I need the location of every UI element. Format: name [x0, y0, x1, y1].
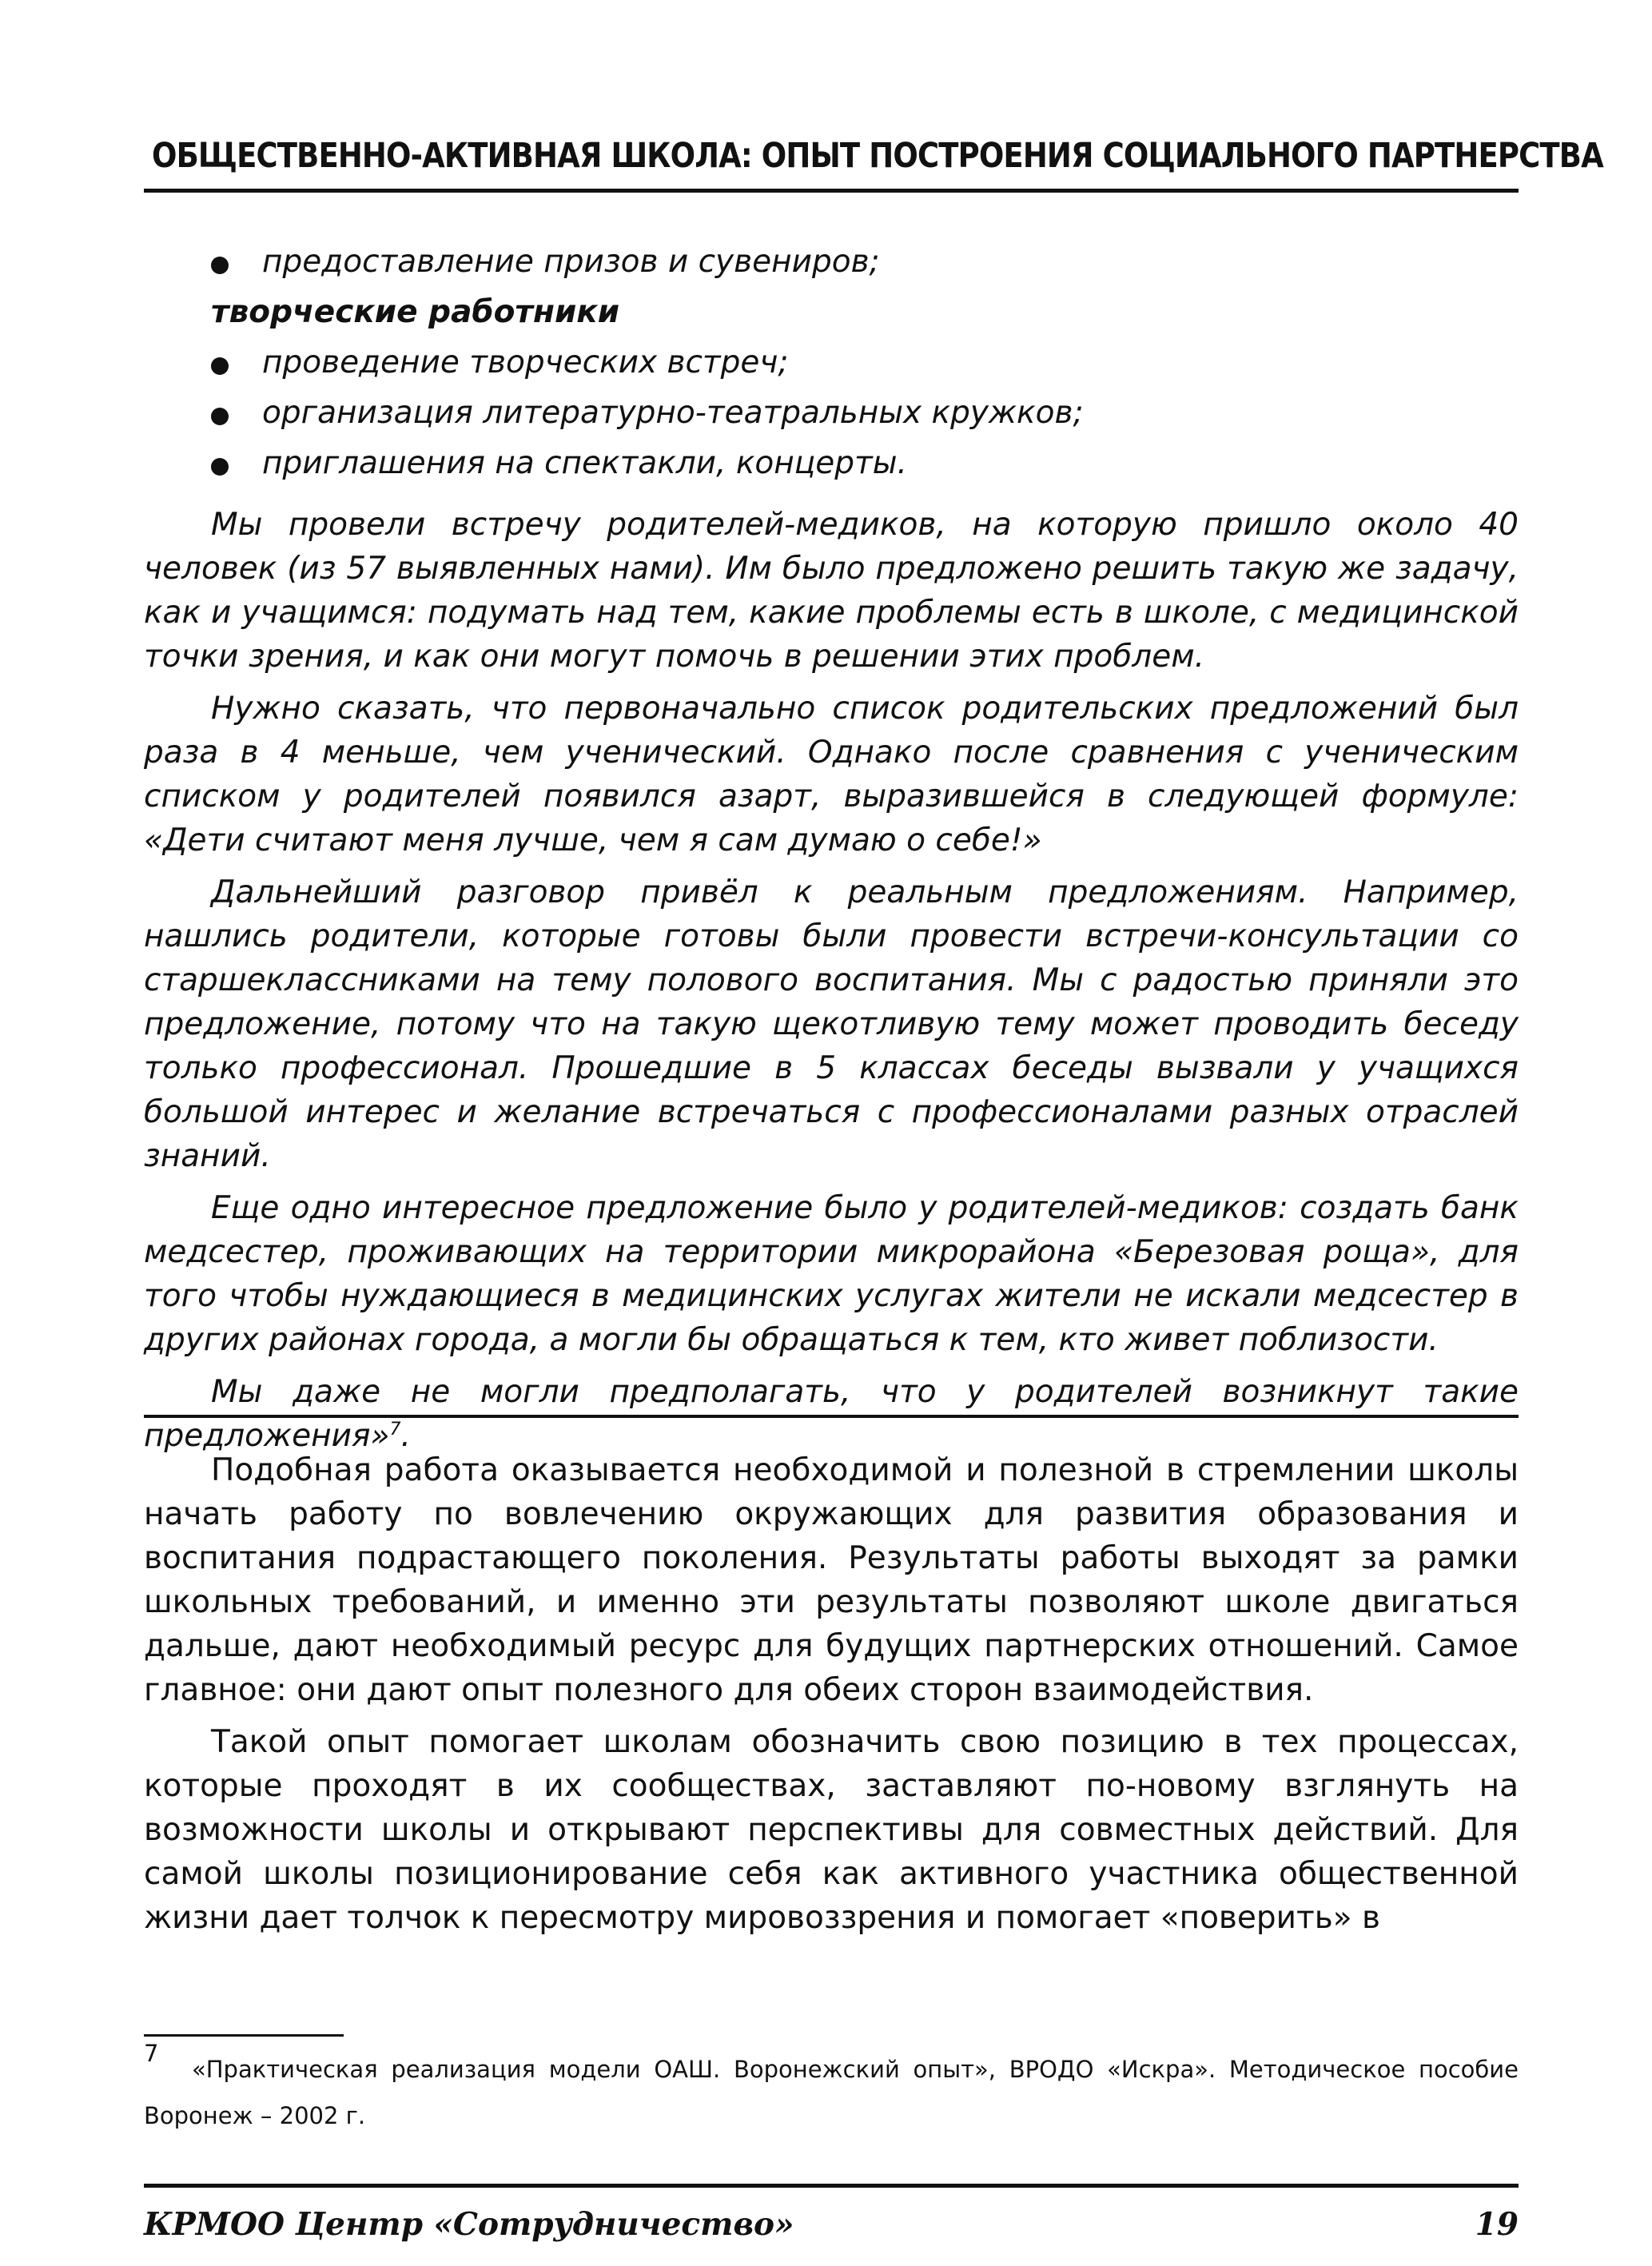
bullet-icon [211, 357, 229, 375]
quote-paragraph: Мы провели встречу родителей-медиков, на которую пришло около 40 человек (из 57 выявленных нами). Им было предложено решить такую же задачу, как и учащимся: подумать над тем, какие проблемы есть в школе, с медицинской точки зрения, и как они могут помочь в решении этих проблем. [144, 507, 1519, 675]
quote-paragraph: Еще одно интересное предложение было у родителей-медиков: создать банк медсестер, проживающих на территории микрорайона «Березовая роща», для того чтобы нуждающиеся в медицинских услугах жители не искали медсестер в других районах города, а могли бы обращаться к тем, кто живет поблизости. [144, 1190, 1519, 1358]
footer-rule [144, 2184, 1519, 2188]
bullet-icon [211, 408, 229, 425]
footnote-number: 7 [144, 2040, 159, 2067]
footer-publisher: КРМОО Центр «Сотрудничество» [144, 2206, 794, 2243]
list-item: предоставление призов и сувениров; [144, 240, 1519, 284]
bullet-icon [211, 257, 229, 274]
list-item: проведение творческих встреч; [144, 340, 1519, 384]
footnote-text: «Практическая реализация модели ОАШ. Воронежский опыт», ВРОДО «Искра». Методическое пособие Воронеж – 2002 г. [144, 2056, 1519, 2129]
body-paragraph: Подобная работа оказывается необходимой и полезной в стремлении школы начать работу по вовлечению окружающих для развития образования и воспитания подрастающего поколения. Результаты работы выходят за рамки школьных требований, и именно эти результаты позволяют школе двигаться дальше, дают необходимый ресурс для будущих партнерских отношений. Самое главное: они дают опыт полезного для обеих сторон взаимодействия. [144, 1452, 1519, 1708]
footnote [144, 2040, 1519, 2139]
header-rule [144, 189, 1519, 193]
footnote-ref: 7 [389, 1420, 401, 1440]
bullet-list-b [144, 340, 1519, 485]
quote-end-rule [144, 1415, 1519, 1418]
quote-paragraph: Дальнейший разговор привёл к реальным предложениям. Например, нашлись родители, которые готовы были провести встречи-консультации со старшеклассниками на тему полового воспитания. Мы с радостью приняли это предложение, потому что на такую щекотливую тему может проводить беседу только профессионал. Прошедшие в 5 классах беседы вызвали у учащихся большой интерес и желание встречаться с профессионалами разных отраслей знаний. [144, 874, 1519, 1174]
list-item: организация литературно-театральных кружков; [144, 391, 1519, 435]
bullet-icon [211, 458, 229, 476]
quoted-block [144, 240, 1519, 1466]
running-header: ОБЩЕСТВЕННО-АКТИВНАЯ ШКОЛА: ОПЫТ ПОСТРОЕНИЯ СОЦИАЛЬНОГО ПАРТНЕРСТВА [152, 136, 1603, 176]
list-item: приглашения на спектакли, концерты. [144, 441, 1519, 485]
document-page [144, 0, 1603, 2266]
bullet-list-a [144, 240, 1519, 284]
body-paragraph: Такой опыт помогает школам обозначить свою позицию в тех процессах, которые проходят в их сообществах, заставляют по-новому взглянуть на возможности школы и открывают перспективы для совместных действий. Для самой школы позиционирование себя как активного участника общественной жизни дает толчок к пересмотру мировоззрения и помогает «поверить» в [144, 1724, 1519, 1936]
page-number: 19 [1475, 2206, 1519, 2243]
main-text [144, 1448, 1519, 1948]
quote-paragraph: Нужно сказать, что первоначально список родительских предложений был раза в 4 меньше, чем ученический. Однако после сравнения с ученическим списком у родителей появился азарт, выразившейся в следующей формуле: «Дети считают меня лучше, чем я сам думаю о себе!» [144, 691, 1519, 858]
footnote-separator [144, 2034, 344, 2037]
quote-paragraph-last: Мы даже не могли предполагать, что у родителей возникнут такие предложения»$^7$. [144, 1374, 1519, 1454]
subheading: творческие работники [211, 294, 620, 330]
